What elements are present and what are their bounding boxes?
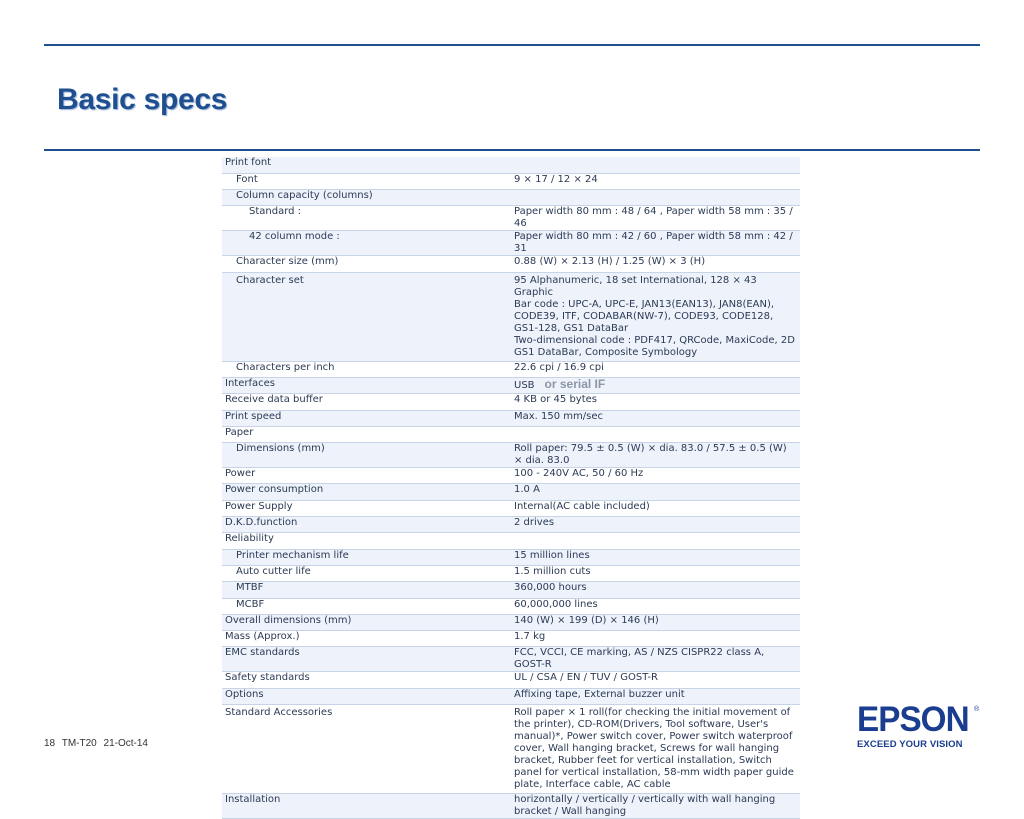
spec-row <box>222 500 800 516</box>
spec-value: 22.6 cpi / 16.9 cpi <box>511 361 800 377</box>
spec-label: Interfaces <box>222 377 511 393</box>
spec-label: Auto cutter life <box>222 565 511 581</box>
spec-label: EMC standards <box>222 647 511 672</box>
spec-value: 1.0 A <box>511 484 800 500</box>
spec-row <box>222 361 800 377</box>
spec-value: horizontally / vertically / vertically with wall hanging bracket / Wall hanging <box>511 794 800 819</box>
spec-section-paper: Paper <box>222 426 800 442</box>
page-number: 18 <box>44 738 56 749</box>
spec-label: Standard Accessories <box>222 705 511 794</box>
spec-value-interfaces <box>511 377 800 393</box>
spec-value: 1.7 kg <box>511 631 800 647</box>
spec-value: UL / CSA / EN / TÜV / GOST-R <box>511 672 800 688</box>
spec-row <box>222 672 800 688</box>
spec-value: 0.88 (W) × 2.13 (H) / 1.25 (W) × 3 (H) <box>511 256 800 272</box>
title-rule <box>44 149 980 151</box>
spec-value: Roll paper × 1 roll(for checking the initial movement of the printer), CD-ROM(Drivers, Tool software, User's manual)*, Power switch cover, Power switch waterproof cover, Wall hanging bracket, Screws for wall hanging bracket, Rubber feet for vertical installation, Switch panel for vertical installation, 58-mm width paper guide plate, Interface cable, AC cable <box>511 705 800 794</box>
spec-section-print-font: Print font <box>222 157 800 173</box>
spec-row <box>222 598 800 614</box>
spec-value: 95 Alphanumeric, 18 set International, 128 × 43 Graphic Bar code : UPC-A, UPC-E, JAN13(EAN13), JAN8(EAN), CODE39, ITF, CODABAR(NW-7), CODE93, CODE128, GS1-128, GS1 DataBar Two-dimensional code : PDF417, QRCode, MaxiCode, 2D GS1 DataBar, Composite Symbology <box>511 272 800 361</box>
spec-section-reliability: Reliability <box>222 533 800 549</box>
spec-label: Options <box>222 688 511 704</box>
spec-row <box>222 794 800 819</box>
spec-section-column-capacity: Column capacity (columns) <box>222 190 800 206</box>
spec-row <box>222 614 800 630</box>
logo-tagline: EXCEED YOUR VISION <box>857 739 963 750</box>
spec-value: 100 - 240V AC, 50 / 60 Hz <box>511 468 800 484</box>
spec-row <box>222 565 800 581</box>
spec-value: Affixing tape, External buzzer unit <box>511 688 800 704</box>
spec-value: Paper width 80 mm : 48 / 64 , Paper width 58 mm : 35 / 46 <box>511 206 800 231</box>
spec-row <box>222 688 800 704</box>
spec-row <box>222 173 800 189</box>
spec-label: Printer mechanism life <box>222 549 511 565</box>
slide-footer <box>44 738 152 749</box>
spec-row <box>222 468 800 484</box>
spec-label: Characters per inch <box>222 361 511 377</box>
spec-label: Installation <box>222 794 511 819</box>
epson-logo <box>857 702 983 752</box>
spec-label: Power <box>222 468 511 484</box>
interfaces-value: USB <box>514 379 535 391</box>
spec-label: 42 column mode : <box>222 231 511 256</box>
spec-label: Font <box>222 173 511 189</box>
spec-label: Overall dimensions (mm) <box>222 614 511 630</box>
spec-row <box>222 705 800 794</box>
spec-label: Print speed <box>222 410 511 426</box>
spec-value: 360,000 hours <box>511 582 800 598</box>
spec-row <box>222 256 800 272</box>
spec-label: Receive data buffer <box>222 394 511 410</box>
spec-row <box>222 190 800 206</box>
spec-row <box>222 582 800 598</box>
spec-row <box>222 549 800 565</box>
footer-model: TM-T20 <box>61 738 97 749</box>
spec-row <box>222 231 800 256</box>
spec-table <box>222 157 800 819</box>
spec-row <box>222 206 800 231</box>
spec-label: Safety standards <box>222 672 511 688</box>
spec-value: Max. 150 mm/sec <box>511 410 800 426</box>
spec-row <box>222 426 800 442</box>
slide-title: Basic specs <box>57 83 228 116</box>
spec-label: D.K.D.function <box>222 517 511 533</box>
spec-value: FCC, VCCI, CE marking, AS / NZS CISPR22 class A, GOST-R <box>511 647 800 672</box>
spec-value: 2 drives <box>511 517 800 533</box>
logo-wordmark: EPSON <box>857 700 969 739</box>
spec-value: 1.5 million cuts <box>511 565 800 581</box>
spec-value: Internal(AC cable included) <box>511 500 800 516</box>
spec-row <box>222 484 800 500</box>
spec-label: Dimensions (mm) <box>222 443 511 468</box>
spec-row <box>222 394 800 410</box>
spec-value: Paper width 80 mm : 42 / 60 , Paper width 58 mm : 42 / 31 <box>511 231 800 256</box>
interfaces-overlay-note: or serial IF <box>544 377 606 391</box>
spec-row <box>222 377 800 393</box>
spec-label: Power Supply <box>222 500 511 516</box>
spec-value: 60,000,000 lines <box>511 598 800 614</box>
spec-label: Character set <box>222 272 511 361</box>
registered-mark: ® <box>974 706 980 713</box>
spec-row <box>222 157 800 173</box>
spec-row <box>222 647 800 672</box>
spec-row <box>222 517 800 533</box>
spec-row <box>222 443 800 468</box>
spec-label: MCBF <box>222 598 511 614</box>
spec-value: 9 × 17 / 12 × 24 <box>511 173 800 189</box>
top-rule <box>44 44 980 46</box>
spec-row <box>222 410 800 426</box>
spec-value: Roll paper: 79.5 ± 0.5 (W) × dia. 83.0 / 57.5 ± 0.5 (W) × dia. 83.0 <box>511 443 800 468</box>
spec-label: Standard : <box>222 206 511 231</box>
spec-value: 15 million lines <box>511 549 800 565</box>
spec-value: 140 (W) × 199 (D) × 146 (H) <box>511 614 800 630</box>
spec-row <box>222 631 800 647</box>
spec-row <box>222 272 800 361</box>
spec-label: Power consumption <box>222 484 511 500</box>
footer-date: 21-Oct-14 <box>103 738 148 749</box>
spec-row <box>222 533 800 549</box>
spec-label: Mass (Approx.) <box>222 631 511 647</box>
spec-value: 4 KB or 45 bytes <box>511 394 800 410</box>
spec-label: Character size (mm) <box>222 256 511 272</box>
spec-label: MTBF <box>222 582 511 598</box>
